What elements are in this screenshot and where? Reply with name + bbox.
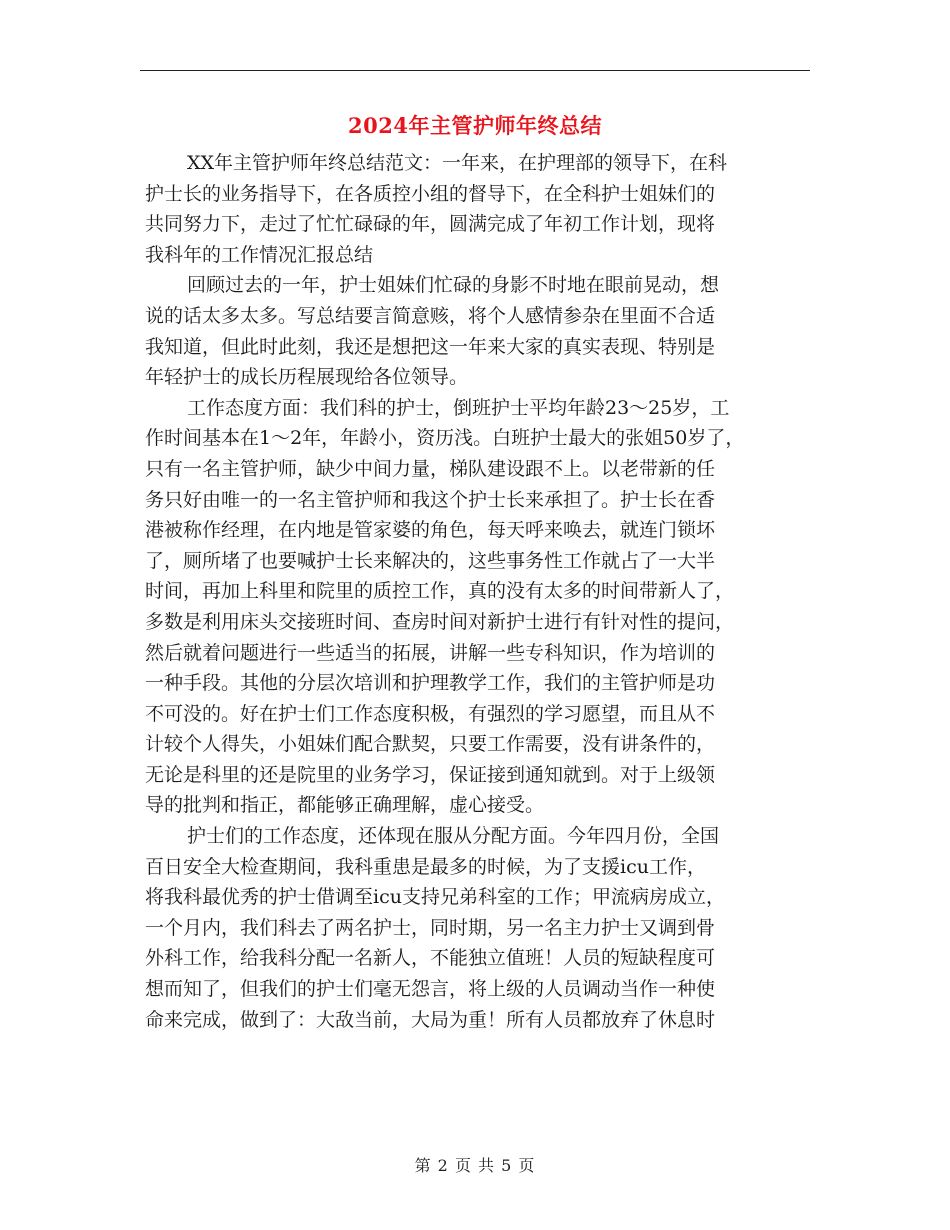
- text-line: 不可没的。好在护士们工作态度积极，有强烈的学习愿望，而且从不: [145, 702, 716, 725]
- text-line: 港被称作经理，在内地是管家婆的角色，每天呼来唤去，就连门锁坏: [145, 519, 716, 542]
- text-line: XX年主管护师年终总结范文：一年来，在护理部的领导下，在科: [187, 152, 728, 174]
- text-line: 导的批判和指正，都能够正确理解，虚心接受。: [145, 794, 545, 817]
- text-line: 多数是利用床头交接班时间、查房时间对新护士进行有针对性的提问，: [145, 610, 735, 633]
- text-line: 共同努力下，走过了忙忙碌碌的年，圆满完成了年初工作计划，现将: [145, 213, 716, 236]
- text-line: 年轻护士的成长历程展现给各位领导。: [145, 366, 469, 389]
- text-line: 外科工作，给我科分配一名新人，不能独立值班！人员的短缺程度可: [145, 947, 716, 970]
- text-line: 我知道，但此时此刻，我还是想把这一年来大家的真实表现、特别是: [145, 335, 716, 358]
- document-body: [145, 148, 805, 1035]
- text-line: 了，厕所堵了也要喊护士长来解决的，这些事务性工作就占了一大半: [145, 549, 716, 572]
- text-line: 务只好由唯一的一名主管护师和我这个护士长来承担了。护士长在香: [145, 488, 716, 511]
- text-line: 护士长的业务指导下，在各质控小组的督导下，在全科护士姐妹们的: [145, 182, 716, 205]
- text-line: 命来完成，做到了：大敌当前，大局为重！所有人员都放弃了休息时: [145, 1008, 716, 1031]
- text-line: 百日安全大检查期间，我科重患是最多的时候，为了支援icu工作，: [145, 855, 706, 878]
- text-line: 回顾过去的一年，护士姐妹们忙碌的身影不时地在眼前晃动，想: [187, 274, 720, 297]
- text-line: 将我科最优秀的护士借调至icu支持兄弟科室的工作；甲流病房成立，: [145, 886, 725, 909]
- text-line: 一个月内，我们科去了两名护士，同时期，另一名主力护士又调到骨: [145, 916, 716, 939]
- text-line: 然后就着问题进行一些适当的拓展，讲解一些专科知识，作为培训的: [145, 641, 716, 664]
- document-title: 2024年主管护师年终总结: [348, 113, 602, 138]
- text-line: 工作态度方面：我们科的护士，倒班护士平均年龄23～25岁，工: [187, 396, 730, 419]
- paragraph-4: [145, 821, 805, 1035]
- text-line: 护士们的工作态度，还体现在服从分配方面。今年四月份，全国: [187, 825, 720, 848]
- text-line: 说的话太多太多。写总结要言简意赅，将个人感情参杂在里面不合适: [145, 304, 716, 327]
- paragraph-3: [145, 393, 805, 821]
- text-line: 作时间基本在1～2年，年龄小，资历浅。白班护士最大的张姐50岁了，: [145, 427, 745, 450]
- text-line: 计较个人得失，小姐妹们配合默契，只要工作需要，没有讲条件的，: [145, 733, 716, 756]
- page-footer: 第 2 页 共 5 页: [414, 1156, 536, 1175]
- text-line: 我科年的工作情况汇报总结: [145, 243, 374, 266]
- text-line: 一种手段。其他的分层次培训和护理教学工作，我们的主管护师是功: [145, 672, 716, 695]
- header-rule: [140, 70, 810, 71]
- text-line: 想而知了，但我们的护士们毫无怨言，将上级的人员调动当作一种使: [145, 978, 716, 1001]
- paragraph-2: [145, 270, 805, 392]
- text-line: 时间，再加上科里和院里的质控工作，真的没有太多的时间带新人了，: [145, 580, 735, 603]
- text-line: 无论是科里的还是院里的业务学习，保证接到通知就到。对于上级领: [145, 763, 716, 786]
- paragraph-1: [145, 148, 805, 270]
- text-line: 只有一名主管护师，缺少中间力量，梯队建设跟不上。以老带新的任: [145, 457, 716, 480]
